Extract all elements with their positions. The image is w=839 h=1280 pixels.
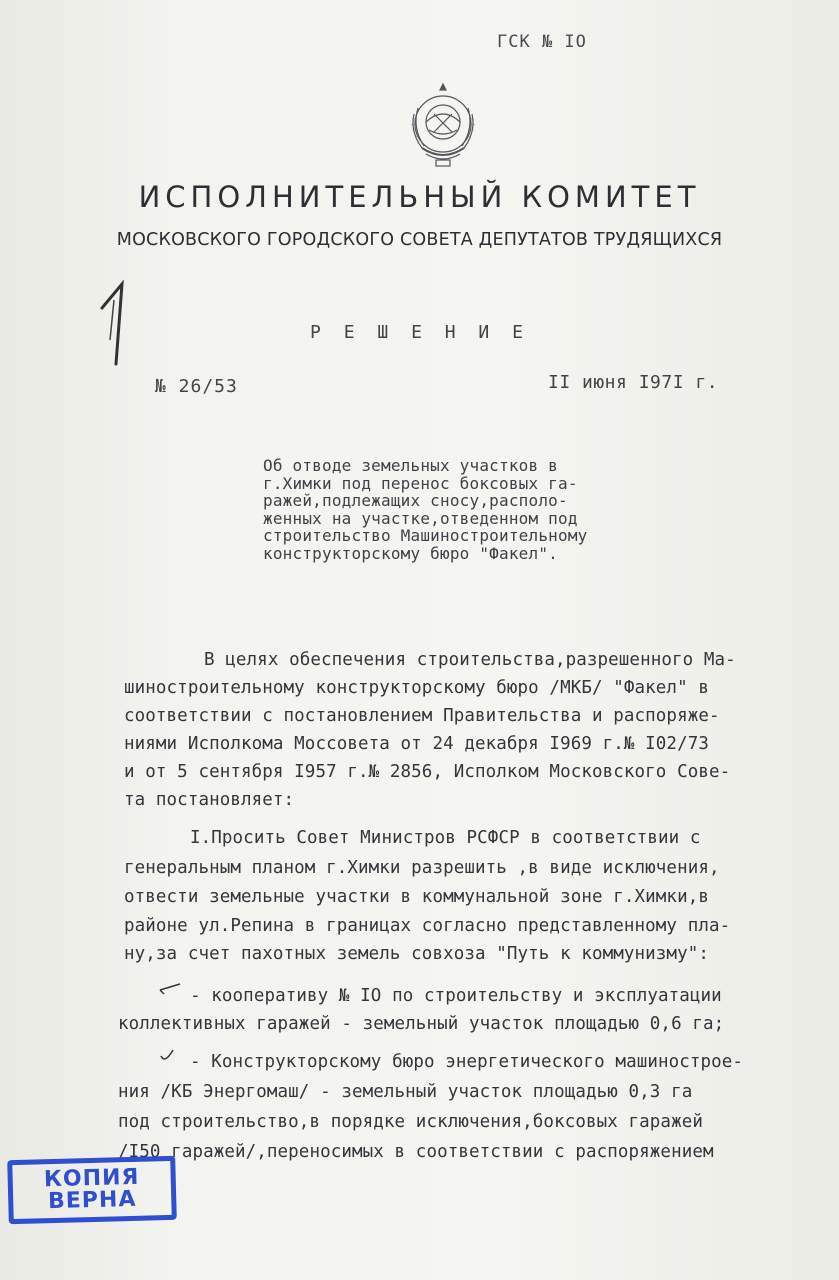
- decision-subject: Об отводе земельных участков в г.Химки под перенос боксовых га- ражей,подлежащих сносу,располо- женных на участке,отведенном под строительство Машиностроительному конструкторскому бюро "Факел".: [263, 456, 588, 563]
- body-line: - Конструкторскому бюро энергетического машинострое-: [190, 1052, 744, 1072]
- body-line: соответствии с постановлением Правительства и распоряже-: [124, 706, 720, 726]
- body-line: /I50 гаражей/,переносимых в соответствии с распоряжением: [118, 1142, 714, 1162]
- body-line: ния /КБ Энергомаш/ - земельный участок площадью 0,3 га: [118, 1082, 693, 1102]
- stamp-line1: КОПИЯ: [43, 1164, 140, 1193]
- stamp-line2: ВЕРНА: [47, 1186, 137, 1215]
- body-line: генеральным планом г.Химки разрешить ,в виде исключения,: [124, 858, 720, 878]
- body-line: ниями Исполкома Моссовета от 24 декабря I969 г.№ I02/73: [124, 734, 709, 754]
- body-line: - кооперативу № IO по строительству и эксплуатации: [190, 986, 722, 1006]
- organization-title: ИСПОЛНИТЕЛЬНЫЙ КОМИТЕТ: [138, 180, 701, 214]
- body-line: ну,за счет пахотных земель совхоза "Путь к коммунизму":: [124, 944, 709, 964]
- body-line: отвести земельные участки в коммунальной зоне г.Химки,в: [124, 887, 709, 907]
- state-emblem-icon: [396, 78, 490, 172]
- organization-subtitle: МОСКОВСКОГО ГОРОДСКОГО СОВЕТА ДЕПУТАТОВ ТРУДЯЩИХСЯ: [116, 230, 723, 250]
- body-line: шиностроительному конструкторскому бюро /МКБ/ "Факел" в: [124, 678, 709, 698]
- body-line: районе ул.Репина в границах согласно представленному пла-: [124, 916, 731, 936]
- reference-number: ГСК № IO: [497, 32, 587, 52]
- body-line: та постановляет:: [124, 790, 295, 810]
- check-mark-icon: [158, 1048, 178, 1066]
- body-line: В целях обеспечения строительства,разрешенного Ма-: [204, 650, 736, 670]
- check-mark-icon: [158, 980, 184, 996]
- decision-number: № 26/53: [155, 376, 238, 397]
- body-line: коллективных гаражей - земельный участок площадью 0,6 га;: [118, 1014, 725, 1034]
- body-line: и от 5 сентября I957 г.№ 2856, Исполком Московского Сове-: [124, 762, 731, 782]
- body-line: под строительство,в порядке исключения,боксовых гаражей: [118, 1112, 703, 1132]
- document-type: Р Е Ш Е Н И Е: [310, 322, 529, 343]
- decision-date: II июня I97I г.: [548, 372, 719, 393]
- copy-certified-stamp: [7, 1156, 177, 1224]
- body-line: I.Просить Совет Министров РСФСР в соответствии с: [190, 828, 701, 848]
